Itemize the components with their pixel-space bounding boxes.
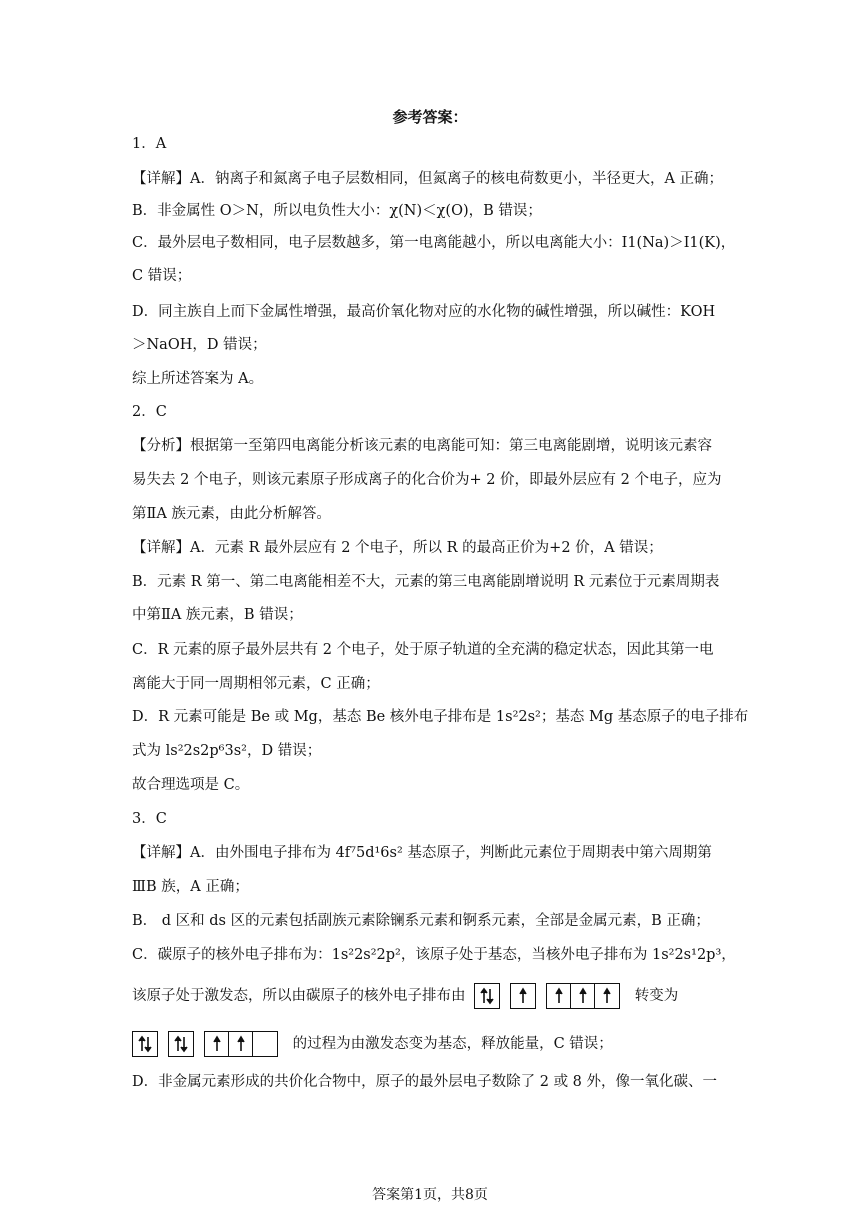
text-line: C 错误； [132, 268, 192, 284]
orbital-1s [132, 1031, 158, 1057]
text-line-with-diagram [132, 1031, 613, 1057]
text-line: 第ⅡA 族元素，由此分析解答。 [132, 506, 331, 522]
text-line: 1．A [132, 136, 167, 152]
up-arrow-icon [595, 984, 619, 1008]
orbital-2s [168, 1031, 194, 1057]
up-arrow-icon [571, 984, 595, 1008]
text-line: B． d 区和 ds 区的元素包括副族元素除镧系元素和锕系元素，全部是金属元素，B 正确； [132, 913, 710, 929]
text-line: D．R 元素可能是 Be 或 Mg，基态 Be 核外电子排布是 1s²2s²；基态 Mg 基态原子的电子排布 [132, 709, 749, 725]
orbital-2p [546, 983, 620, 1009]
text-line: B．元素 R 第一、第二电离能相差不大，元素的第三电离能剧增说明 R 元素位于元素周期表 [132, 574, 720, 590]
text-line: 3．C [132, 811, 167, 827]
text-line: 【详解】A．由外围电子排布为 4f⁷5d¹6s² 基态原子，判断此元素位于周期表中第六周期第 [132, 845, 712, 861]
text-line: D．非金属元素形成的共价化合物中，原子的最外层电子数除了 2 或 8 外，像一氧化碳、一 [132, 1074, 718, 1090]
text-line: ⅢB 族，A 正确； [132, 879, 249, 895]
text-segment: 转变为 [634, 988, 679, 1004]
text-line: 式为 ls²2s2p⁶3s²，D 错误； [132, 743, 322, 759]
text-line: 离能大于同一周期相邻元素，C 正确； [132, 676, 380, 692]
text-line: 【分析】根据第一至第四电离能分析该元素的电离能可知：第三电离能剧增，说明该元素容 [132, 438, 712, 454]
updown-arrow-icon [169, 1032, 193, 1056]
text-line: 【详解】A．元素 R 最外层应有 2 个电子，所以 R 的最高正价为+2 价，A 错误； [132, 540, 663, 556]
text-segment: 的过程为由激发态变为基态，释放能量，C 错误； [292, 1036, 613, 1052]
up-arrow-icon [205, 1032, 229, 1056]
text-line: C．R 元素的原子最外层共有 2 个电子，处于原子轨道的全充满的稳定状态，因此其第一电 [132, 642, 714, 658]
page-footer: 答案第1页，共8页 [372, 1187, 488, 1203]
text-line-with-diagram [132, 983, 678, 1009]
updown-arrow-icon [475, 984, 499, 1008]
up-arrow-icon [511, 984, 535, 1008]
page-title: 参考答案： [392, 108, 468, 126]
orbital-diagram-excited [474, 983, 630, 1009]
updown-arrow-icon [133, 1032, 157, 1056]
text-line: D．同主族自上而下金属性增强，最高价氧化物对应的水化物的碱性增强，所以碱性：KOH [132, 304, 716, 320]
text-line: 易失去 2 个电子，则该元素原子形成离子的化合价为+ 2 价，即最外层应有 2 个电子，应为 [132, 472, 722, 488]
orbital-1s [474, 983, 500, 1009]
orbital-2s [510, 983, 536, 1009]
text-segment: 该原子处于激发态，所以由碳原子的核外电子排布由 [132, 988, 466, 1004]
text-line: 综上所述答案为 A。 [132, 371, 264, 387]
text-line: 中第ⅡA 族元素，B 错误； [132, 607, 303, 623]
text-line: 2．C [132, 404, 167, 420]
text-line: 故合理选项是 C。 [132, 777, 250, 793]
text-line: B．非金属性 O＞N，所以电负性大小：χ(N)＜χ(O)，B 错误； [132, 203, 542, 219]
text-line: C．最外层电子数相同，电子层数越多，第一电离能越小，所以电离能大小：I1(Na)＞I1(K)， [132, 235, 736, 251]
orbital-diagram-ground [132, 1031, 288, 1057]
up-arrow-icon [229, 1032, 253, 1056]
text-line: C．碳原子的核外电子排布为：1s²2s²2p²，该原子处于基态，当核外电子排布为 1s²2s¹2p³， [132, 947, 736, 963]
orbital-2p [204, 1031, 278, 1057]
up-arrow-icon [547, 984, 571, 1008]
text-line: ＞NaOH，D 错误； [132, 337, 267, 353]
text-line: 【详解】A．钠离子和氮离子电子层数相同，但氮离子的核电荷数更小，半径更大，A 正确； [132, 171, 724, 187]
empty-orbital [253, 1032, 277, 1056]
